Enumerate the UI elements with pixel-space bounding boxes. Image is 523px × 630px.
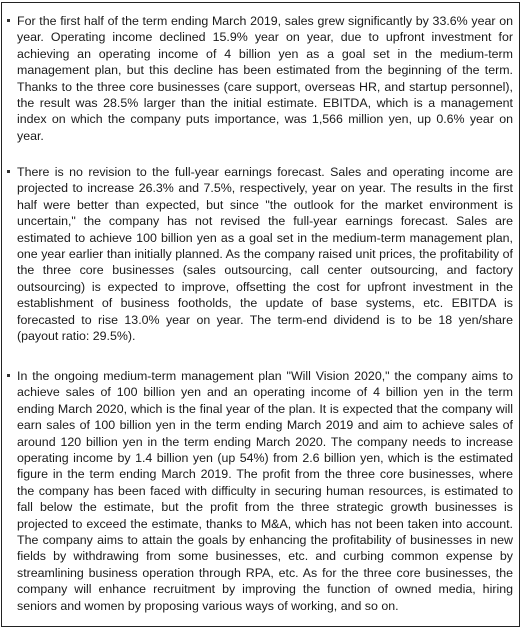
bullet-marker (7, 374, 10, 377)
paragraph-first-half-results (7, 13, 513, 144)
summary-box (1, 2, 520, 627)
bullet-marker (7, 19, 10, 22)
paragraph-text: There is no revision to the full-year earnings forecast. Sales and operating income are projected to increase 26.3% and 7.5%, respectively, year on year. The results in the first half were better than expected, but since "the outlook for the market environment is uncertain," the company has not revised the full-year earnings forecast. Sales are estimated to achieve 100 billion yen as a goal set in the medium-term management plan, one year earlier than initially planned. As the company raised unit prices, the profitability of the three core businesses (sales outsourcing, call center outsourcing, and factory outsourcing) is expected to improve, offsetting the cost for upfront investment in the establishment of business footholds, the update of base systems, etc. EBITDA is forecasted to rise 13.0% year on year. The term-end dividend is to be 18 yen/share (payout ratio: 29.5%). (17, 165, 513, 344)
paragraph-text: For the first half of the term ending March 2019, sales grew significantly by 33.6% year on year. Operating income declined 15.9% year on year, due to upfront investment for achieving an operating income of 4 billion yen as a goal set in the medium-term management plan, but this decline has been estimated from the beginning of the term. Thanks to the three core businesses (care support, overseas HR, and startup personnel), the result was 28.5% larger than the initial estimate. EBITDA, which is a management index on which the company puts importance, was 1,566 million yen, up 0.6% year on year. (17, 14, 513, 143)
paragraph-text: In the ongoing medium-term management plan "Will Vision 2020," the company aims to achieve sales of 100 billion yen and an operating income of 4 billion yen in the term ending March 2020, which is the final year of the plan. It is expected that the company will earn sales of 100 billion yen in the term ending March 2019 and aim to achieve sales of around 120 billion yen in the term ending March 2020. The company needs to increase operating income by 1.4 billion yen (up 54%) from 2.6 billion yen, which is the estimated figure in the term ending March 2019. The profit from the three core businesses, where the company has been faced with difficulty in securing human resources, is estimated to fall below the estimate, but the profit from the three strategic growth businesses is projected to exceed the estimate, thanks to M&A, which has not been taken into account. The company aims to attain the goals by enhancing the profitability of businesses in new fields by withdrawing from some businesses, etc. and curbing common expense by streamlining business operation through RPA, etc. As for the three core businesses, the company will enhance recruitment by improving the function of owned media, hiring seniors and women by proposing various ways of working, and so on. (17, 369, 513, 613)
paragraph-full-year-forecast (7, 164, 513, 344)
bullet-marker (7, 170, 10, 173)
paragraph-medium-term-plan (7, 368, 513, 614)
